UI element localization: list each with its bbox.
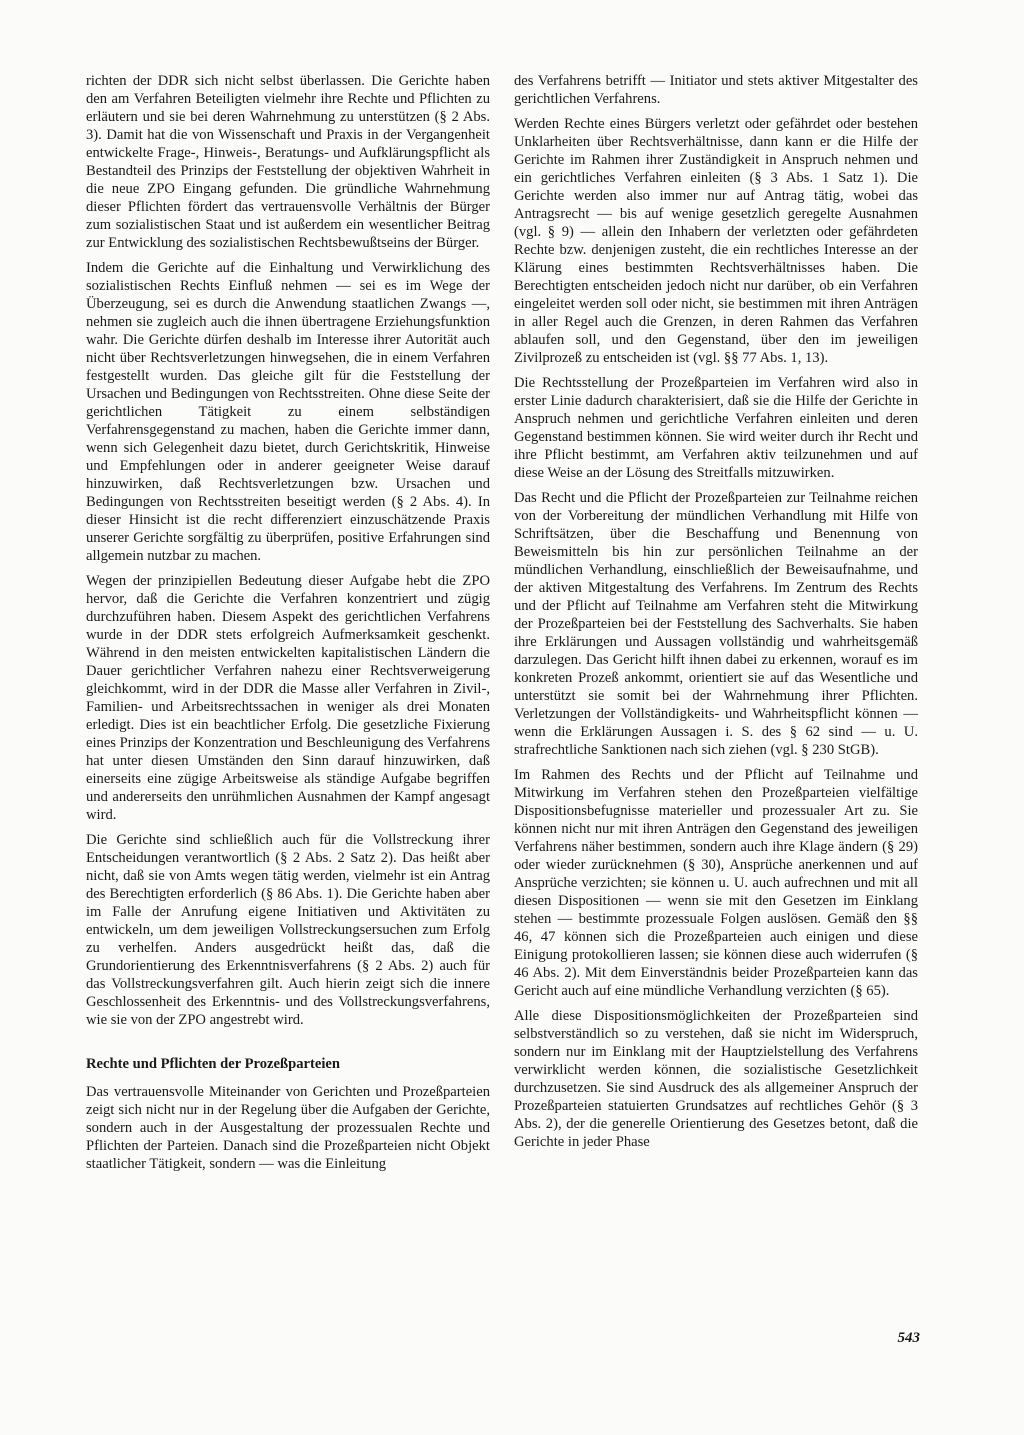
- page-number: 543: [897, 1330, 920, 1346]
- paragraph: Das Recht und die Pflicht der Prozeßparteien zur Teilnahme reichen von der Vorbereitung der mündlichen Verhandlung mit Hilfe von Schriftsätzen, über die Beschaffung und Benennung von Beweismitteln bis hin zur persönlichen Teilnahme an der mündlichen Verhandlung, einschließlich der Beweisaufnahme, und der aktiven Mitgestaltung des Verfahrens. Im Zentrum des Rechts und der Pflicht auf Teilnahme am Verfahren steht die Mitwirkung der Prozeßparteien bei der Feststellung des Sachverhalts. Sie haben ihre Erklärungen und Aussagen vollständig und wahrheitsgemäß darzulegen. Das Gericht hilft ihnen dabei zu erkennen, worauf es im konkreten Prozeß ankommt, orientiert sie auf das Wesentliche und unterstützt sie somit bei der Wahrnehmung ihrer Pflichten. Verletzungen der Vollständigkeits- und Wahrheitspflicht können — wenn die Erklärungen Aussagen i. S. des § 62 sind — u. U. strafrechtliche Sanktionen nach sich ziehen (vgl. § 230 StGB).: [514, 490, 918, 758]
- paragraph: Indem die Gerichte auf die Einhaltung und Verwirklichung des sozialistischen Rechts Einfluß nehmen — sei es im Wege der Überzeugung, sei es durch die Anwendung staatlichen Zwangs —, nehmen sie zugleich auch die ihnen übertragene Erziehungsfunktion wahr. Die Gerichte dürfen deshalb im Interesse ihrer Autorität auch nicht über Rechtsverletzungen hinwegsehen, die in einem Verfahren festgestellt wurden. Das gleiche gilt für die Feststellung der Ursachen und Bedingungen von Rechtsstreiten. Ohne diese Seite der gerichtlichen Tätigkeit zu einem selbständigen Verfahrensgegenstand zu machen, haben die Gerichte immer dann, wenn sich Gelegenheit dazu bietet, durch Gerichtskritik, Hinweise und Empfehlungen oder in anderer geeigneter Weise darauf hinzuwirken, daß Rechtsverletzungen bzw. Ursachen und Bedingungen von Rechtsstreiten beseitigt werden (§ 2 Abs. 4). In dieser Hinsicht ist die recht differenziert einzuschätzende Praxis unserer Gerichte sorgfältig zu überprüfen, positive Erfahrungen sind allgemein nutzbar zu machen.: [86, 260, 490, 564]
- paragraph: Die Rechtsstellung der Prozeßparteien im Verfahren wird also in erster Linie dadurch charakterisiert, daß sie die Hilfe der Gerichte in Anspruch nehmen und gerichtliche Verfahren einleiten und deren Gegenstand bestimmen können. Sie wird weiter durch ihr Recht und ihre Pflicht bestimmt, am Verfahren aktiv teilzunehmen und auf diese Weise an der Lösung des Streitfalls mitzuwirken.: [514, 375, 918, 481]
- paragraph: des Verfahrens betrifft — Initiator und stets aktiver Mitgestalter des gerichtlichen Verfahrens.: [514, 73, 918, 107]
- paragraph: Werden Rechte eines Bürgers verletzt oder gefährdet oder bestehen Unklarheiten über Rechtsverhältnisse, dann kann er die Hilfe der Gerichte im Rahmen ihrer Zuständigkeit in Anspruch nehmen und ein gerichtliches Verfahren einleiten (§ 3 Abs. 1 Satz 1). Die Gerichte werden also immer nur auf Antrag tätig, wobei das Antragsrecht — bis auf wenige gesetzlich geregelte Ausnahmen (vgl. § 9) — allein den Inhabern der verletzten oder gefährdeten Rechte bzw. denjenigen zusteht, die ein rechtliches Interesse an der Klärung eines bestimmten Rechtsverhältnisses haben. Die Berechtigten entscheiden jedoch nicht nur darüber, ob ein Verfahren eingeleitet werden soll oder nicht, sie bestimmen mit ihren Anträgen in aller Regel auch die Grenzen, in deren Rahmen das Verfahren ablaufen soll, und den Gegenstand, über den im jeweiligen Zivilprozeß zu entscheiden ist (vgl. §§ 77 Abs. 1, 13).: [514, 116, 918, 366]
- paragraph: Die Gerichte sind schließlich auch für die Vollstreckung ihrer Entscheidungen verantwortlich (§ 2 Abs. 2 Satz 2). Das heißt aber nicht, daß sie von Amts wegen tätig werden, vielmehr ist ein Antrag des Berechtigten erforderlich (§ 86 Abs. 1). Die Gerichte haben aber im Falle der Anrufung eigene Initiativen und Aktivitäten zu entwickeln, um dem jeweiligen Vollstreckungsersuchen zum Erfolg zu verhelfen. Anders ausgedrückt heißt das, daß die Grundorientierung des Erkenntnisverfahrens (§ 2 Abs. 2) auch für das Vollstreckungsverfahren gilt. Auch hierin zeigt sich die innere Geschlossenheit des Erkenntnis- und des Vollstreckungsverfahrens, wie sie von der ZPO angestrebt wird.: [86, 832, 490, 1028]
- left-column: [86, 72, 490, 1180]
- paragraph: richten der DDR sich nicht selbst überlassen. Die Gerichte haben den am Verfahren Beteiligten vielmehr ihre Rechte und Pflichten zu erläutern und sie bei deren Wahrnehmung zu unterstützen (§ 2 Abs. 3). Damit hat die von Wissenschaft und Praxis in der Vergangenheit entwickelte Frage-, Hinweis-, Beratungs- und Aufklärungspflicht als Bestandteil des Prinzips der Feststellung der objektiven Wahrheit in die neue ZPO Eingang gefunden. Die gründliche Wahrnehmung dieser Pflichten fördert das vertrauensvolle Verhältnis der Bürger zum sozialistischen Staat und ist außerdem ein wesentlicher Beitrag zur Entwicklung des sozialistischen Rechtsbewußtseins der Bürger.: [86, 73, 490, 251]
- paragraph: Im Rahmen des Rechts und der Pflicht auf Teilnahme und Mitwirkung im Verfahren stehen den Prozeßparteien vielfältige Dispositionsbefugnisse materieller und prozessualer Art zu. Sie können nicht nur mit ihren Anträgen den Gegenstand des jeweiligen Verfahrens näher bestimmen, sondern auch ihre Klage ändern (§ 29) oder wieder zurücknehmen (§ 30), Ansprüche anerkennen und auf Ansprüche verzichten; sie können u. U. auch aufrechnen und mit all diesen Dispositionen — wenn sie mit den Gesetzen im Einklang stehen — bestimmte prozessuale Folgen auslösen. Gemäß den §§ 46, 47 können sich die Prozeßparteien auch einigen und diese Einigung protokollieren lassen; sie können diese auch widerrufen (§ 46 Abs. 2). Mit dem Einverständnis beider Prozeßparteien kann das Gericht auch auf eine mündliche Verhandlung verzichten (§ 65).: [514, 767, 918, 999]
- paragraph: Wegen der prinzipiellen Bedeutung dieser Aufgabe hebt die ZPO hervor, daß die Gerichte die Verfahren konzentriert und zügig durchzuführen haben. Diesem Aspekt des gerichtlichen Verfahrens wurde in der DDR stets erfolgreich Aufmerksamkeit geschenkt. Während in den meisten entwickelten kapitalistischen Ländern die Dauer gerichtlicher Verfahren nahezu einer Rechtsverweigerung gleichkommt, wird in der DDR die Masse aller Verfahren in Zivil-, Familien- und Arbeitsrechtssachen in weniger als drei Monaten erledigt. Dies ist ein beachtlicher Erfolg. Die gesetzliche Fixierung eines Prinzips der Konzentration und Beschleunigung des Verfahrens hat unter diesen Umständen den Sinn darauf hinzuwirken, daß einerseits eine zügige Arbeitsweise als ständige Aufgabe begriffen und andererseits den unrühmlichen Ausnahmen der Kampf angesagt wird.: [86, 573, 490, 823]
- paragraph: Das vertrauensvolle Miteinander von Gerichten und Prozeßparteien zeigt sich nicht nur in der Regelung über die Aufgaben der Gerichte, sondern auch in der Ausgestaltung der prozessualen Rechte und Pflichten der Parteien. Danach sind die Prozeßparteien nicht Objekt staatlicher Tätigkeit, sondern — was die Einleitung: [86, 1084, 490, 1172]
- section-heading: Rechte und Pflichten der Prozeßparteien: [86, 1056, 341, 1072]
- right-column: [514, 72, 918, 1158]
- paragraph: Alle diese Dispositionsmöglichkeiten der Prozeßparteien sind selbstverständlich so zu verstehen, daß sie nicht im Widerspruch, sondern nur im Einklang mit der Hauptzielstellung des Verfahrens verwirklicht werden können, die sozialistische Gesetzlichkeit durchzusetzen. Sie sind Ausdruck des als allgemeiner Anspruch der Prozeßparteien statuierten Grundsatzes auf rechtliches Gehör (§ 3 Abs. 2), der die generelle Orientierung des Gesetzes betont, daß die Gerichte in jeder Phase: [514, 1008, 918, 1150]
